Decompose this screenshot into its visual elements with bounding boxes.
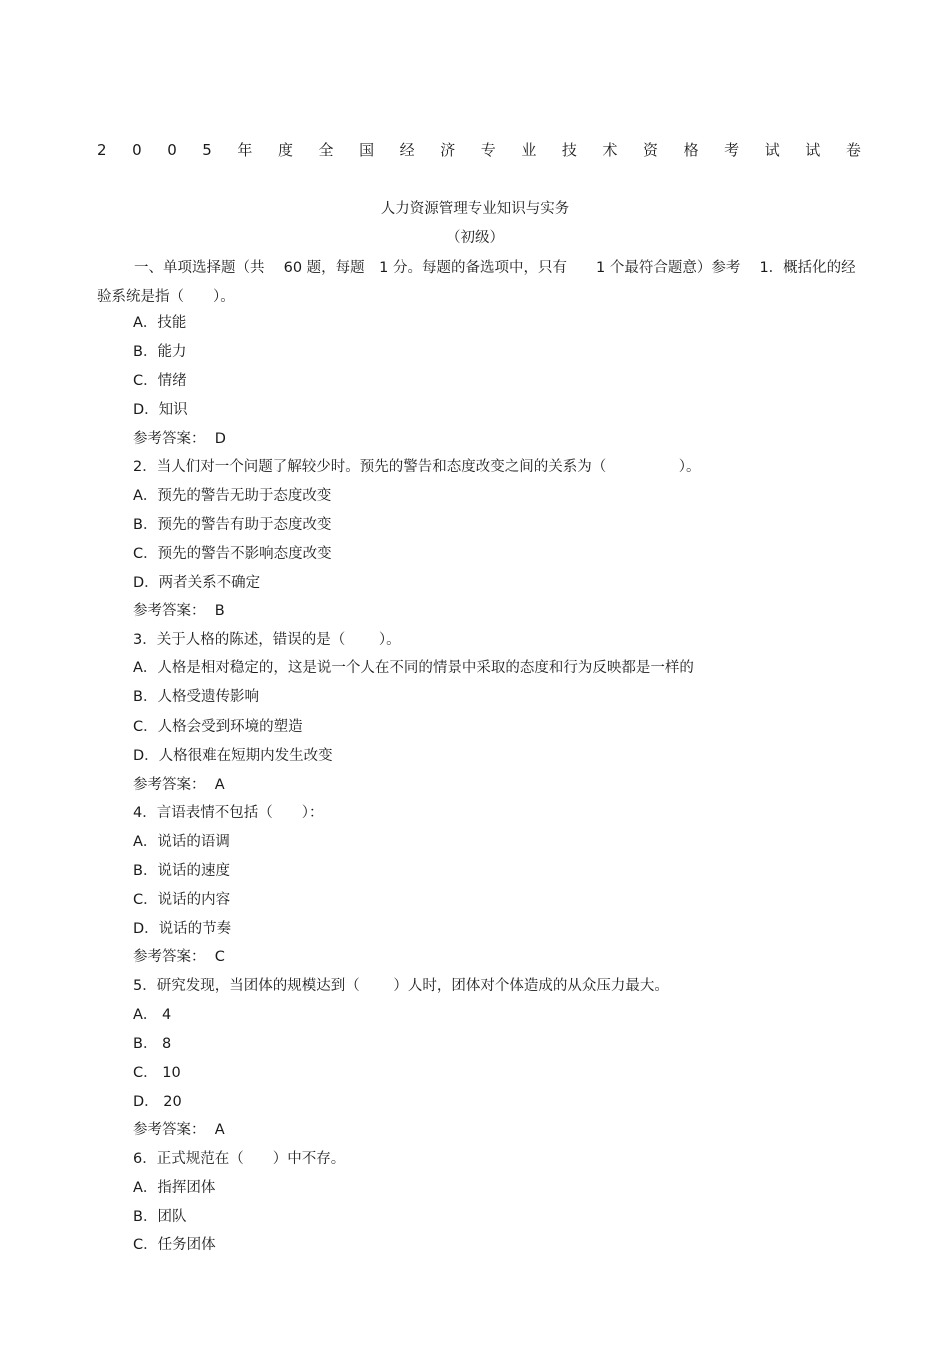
title-char: 0 xyxy=(167,141,177,159)
title-char: 全 xyxy=(318,141,334,159)
option-line: B．说话的速度 xyxy=(133,863,230,879)
title-char: 试 xyxy=(764,141,780,159)
option-line: A． 4 xyxy=(133,1007,172,1023)
question-line: 4．言语表情不包括（ ）： xyxy=(133,805,324,821)
title-char: 试 xyxy=(805,141,821,159)
option-line: C． 10 xyxy=(133,1065,181,1081)
option-line: A．说话的语调 xyxy=(133,834,230,850)
title-char: 经 xyxy=(399,141,415,159)
option-line: C．任务团体 xyxy=(133,1237,216,1253)
title-char: 专 xyxy=(480,141,496,159)
option-line: B．预先的警告有助于态度改变 xyxy=(133,517,332,533)
option-line: A．指挥团体 xyxy=(133,1180,216,1196)
option-line: B．团队 xyxy=(133,1209,187,1225)
option-line: D．说话的节奏 xyxy=(133,921,232,937)
title-char: 资 xyxy=(643,141,659,159)
title-char: 格 xyxy=(683,141,699,159)
option-line: A．技能 xyxy=(133,315,187,331)
option-line: D．人格很难在短期内发生改变 xyxy=(133,748,333,764)
exam-level: （初级） xyxy=(446,230,504,246)
answer-line: 参考答案： A xyxy=(133,1122,225,1138)
title-char: 考 xyxy=(724,141,740,159)
option-line: B． 8 xyxy=(133,1036,172,1052)
option-line: C．预先的警告不影响态度改变 xyxy=(133,546,332,562)
title-char: 技 xyxy=(561,141,577,159)
option-line: D． 20 xyxy=(133,1094,182,1110)
question-line: 5．研究发现，当团体的规模达到（ ）人时，团体对个体造成的从众压力最大。 xyxy=(133,978,669,994)
option-line: D．两者关系不确定 xyxy=(133,575,261,591)
option-line: A．预先的警告无助于态度改变 xyxy=(133,488,332,504)
title-char: 2 xyxy=(97,141,107,159)
option-line: C．说话的内容 xyxy=(133,892,231,908)
title-char: 0 xyxy=(132,141,142,159)
exam-subtitle: 人力资源管理专业知识与实务 xyxy=(380,201,570,217)
option-line: D．知识 xyxy=(133,402,188,418)
answer-line: 参考答案： C xyxy=(133,949,225,965)
title-char: 业 xyxy=(521,141,537,159)
option-line: B．能力 xyxy=(133,344,187,360)
title-char: 济 xyxy=(440,141,456,159)
title-char: 术 xyxy=(602,141,618,159)
option-line: B．人格受遗传影响 xyxy=(133,689,259,705)
answer-line: 参考答案： B xyxy=(133,603,225,619)
option-line: C．情绪 xyxy=(133,373,187,389)
answer-line: 参考答案： A xyxy=(133,777,225,793)
question-line: 2．当人们对一个问题了解较少时。预先的警告和态度改变之间的关系为（ ）。 xyxy=(133,459,701,475)
question-line: 6．正式规范在（ ）中不存。 xyxy=(133,1151,346,1167)
title-char: 卷 xyxy=(845,141,861,159)
exam-title xyxy=(97,138,861,162)
title-char: 5 xyxy=(202,141,212,159)
option-line: C．人格会受到环境的塑造 xyxy=(133,719,303,735)
option-line: A．人格是相对稳定的，这是说一个人在不同的情景中采取的态度和行为反映都是一样的 xyxy=(133,660,694,676)
title-char: 国 xyxy=(359,141,375,159)
title-char: 度 xyxy=(277,141,293,159)
answer-line: 参考答案： D xyxy=(133,431,226,447)
title-char: 年 xyxy=(237,141,253,159)
section-intro: 一、单项选择题（共 60 题，每题 1 分。每题的备选项中，只有 1 个最符合题意）参考 1．概括化的经验系统是指（ ）。 xyxy=(97,260,856,305)
question-line: 3．关于人格的陈述，错误的是（ ）。 xyxy=(133,632,401,648)
